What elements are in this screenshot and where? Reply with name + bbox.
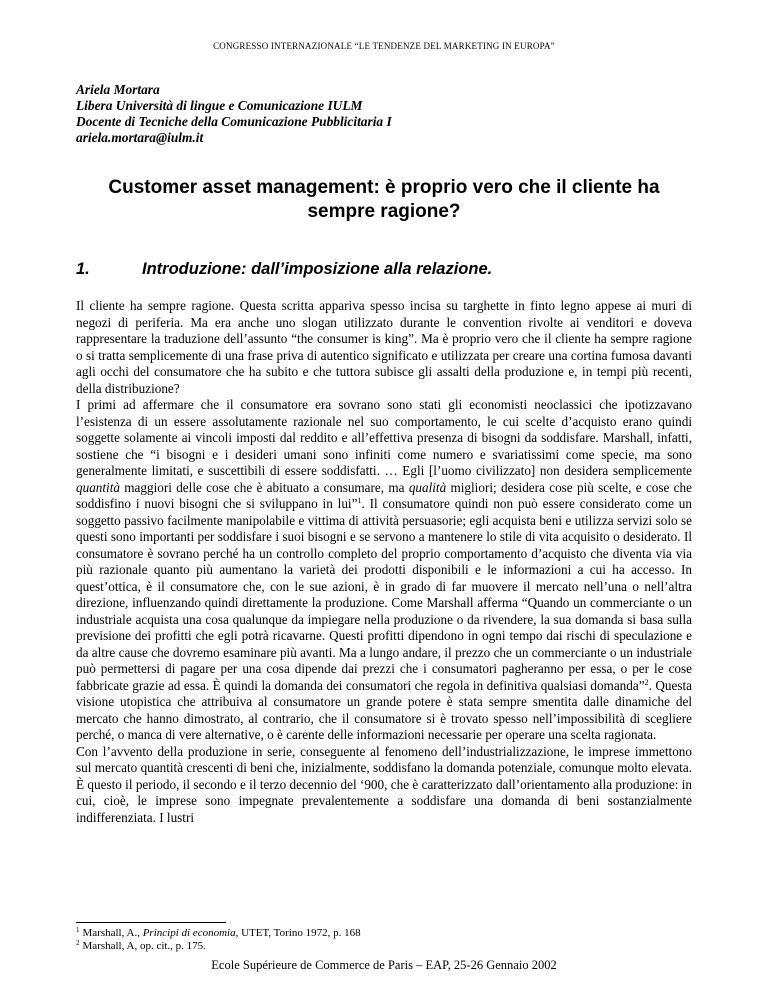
footnote-1-book-title: Principi di economia <box>142 927 236 939</box>
paragraph-2-text: . Il consumatore quindi non può essere considerato come un soggetto passivo facilmente manipolabile e vittima di attività persuasorie; egli acquista beni e utilizza servizi solo se questi sono importanti per soddisfare i suoi bisogni e se servono a mantenere lo stile di vita acquisito o desiderato. Il consumatore è sovrano perché ha un controllo completo del proprio comportamento d’acquisto che diventa via via più razionale quanto più aumentano la varietà dei prodotti disponibili e le informazioni a cui ha accesso. In quest’ottica, è il consumatore che, con le sue azioni, è in grado di far muovere il mercato nell’una o nell’altra direzione, influenzando quindi direttamente la produzione. Come Marshall afferma “Quando un commerciante o un industriale acquista una cosa qualunque da impiegare nella produzione o da rivendere, la sua domanda si basa sulla previsione dei profitti che egli potrà ricavarne. Questi profitti dipendono in ogni tempo dai rischi di speculazione e da altre cause che dovremo esaminare più avanti. Ma a lungo andare, il prezzo che un commerciante o un industriale può permettersi di pagare per una cosa dipende dai prezzi che i consumatori pagheranno per essa, o per le cose fabbricate grazie ad essa. È quindi la domanda dei consumatori che regola in definitiva qualsiasi domanda” <box>76 496 692 693</box>
paragraph-1: Il cliente ha sempre ragione. Questa scritta appariva spesso incisa su targhette in finto legno appese ai muri di negozi di periferia. Ma era anche uno slogan utilizzato durante le convention rivolte ai venditori e doveva rappresentare la traduzione dell’assunto “the consumer is king”. Ma è proprio vero che il cliente ha sempre ragione o si tratta semplicemente di una frase priva di autentico significato e utilizzata per creare una cortina fumosa davanti agli occhi del consumatore che ha subito e che tuttora subisce gli assalti della produzione e, in tempi più recenti, della distribuzione? <box>76 298 692 396</box>
author-affiliation: Libera Università di lingue e Comunicazione IULM <box>76 98 363 113</box>
footnote-ref-2: 2 <box>644 677 649 687</box>
running-header <box>0 40 768 52</box>
footnote-1-number: 1 <box>76 926 80 934</box>
author-block <box>76 82 696 146</box>
footnote-1-text: Marshall, A., <box>82 927 143 939</box>
section-heading <box>76 260 696 279</box>
section-number: 1. <box>76 260 90 278</box>
paragraph-3: Con l’avvento della produzione in serie, conseguente al fenomeno dell’industrializzazione, le imprese immettono sul mercato quantità crescenti di beni che, inizialmente, soddisfano la domanda potenziale, comunque molto elevata. È questo il periodo, il secondo e il terzo decennio del ‘900, che è caratterizzato dall’orientamento alla produzione: in cui, cioè, le imprese sono impegnate prevalentemente a soddisfare una domanda di beni sostanzialmente indifferenziata. I lustri <box>76 743 692 825</box>
section-title: Introduzione: dall’imposizione alla relazione. <box>142 260 493 278</box>
paragraph-2 <box>76 397 692 744</box>
paragraph-2-text: maggiori delle cose che è abituato a consumare, ma <box>119 479 409 495</box>
paragraph-2-text: . Questa visione utopistica che attribuiva al consumatore un grande potere è stata sempre smentita dalle dinamiche del mercato che hanno dimostrato, al contrario, che il consumatore si è trovato spesso nell’impossibilità di scegliere perché, o manca di vere alternative, o è carente delle informazioni necessarie per operare una scelta ragionata. <box>76 677 693 742</box>
footnote-2-number: 2 <box>76 939 80 947</box>
footnote-2-text: Marshall, A, op. cit., p. 175. <box>82 940 206 952</box>
paragraph-2-text: I primi ad affermare che il consumatore era sovrano sono stati gli economisti neoclassici che ipotizzavano l’esistenza di un essere assolutamente razionale nel suo comportamento, le cui scelte d’acquisto erano quindi soggette solamente ai vincoli imposti dal reddito e all’effettiva presenza di bisogni da soddisfare. Marshall, infatti, sostiene che “i bisogni e i desideri umani sono infiniti come numero e svariatissimi come specie, ma sono generalmente limitati, e suscettibili di essere soddisfatti. … Egli [l’uomo civilizzato] non desidera semplicemente <box>76 397 692 478</box>
emphasis-qualita: qualità <box>408 479 447 495</box>
footnote-1-text: , UTET, Torino 1972, p. 168 <box>235 927 361 939</box>
paper-title: Customer asset management: è proprio vero che il cliente ha sempre ragione? <box>108 177 660 222</box>
paragraph-2-text: migliori; desidera cose più scelte, e cose che soddisfino i nuovi bisogni che si sviluppano in lui” <box>76 479 692 511</box>
body-text <box>76 298 692 826</box>
footnote-2 <box>76 940 692 953</box>
running-footer: Ecole Supérieure de Commerce de Paris – EAP, 25-26 Gennaio 2002 <box>211 958 557 972</box>
footnote-divider <box>76 922 226 923</box>
running-header-text: CONGRESSO INTERNAZIONALE “LE TENDENZE DEL MARKETING IN EUROPA” <box>213 41 555 51</box>
emphasis-quantita: quantità <box>76 479 120 495</box>
author-email: ariela.mortara@iulm.it <box>76 130 204 145</box>
author-name: Ariela Mortara <box>76 82 160 97</box>
footnote-1 <box>76 927 692 940</box>
author-role: Docente di Tecniche della Comunicazione Pubblicitaria I <box>76 114 392 129</box>
footnotes <box>76 922 692 953</box>
footnote-ref-1: 1 <box>357 496 362 505</box>
